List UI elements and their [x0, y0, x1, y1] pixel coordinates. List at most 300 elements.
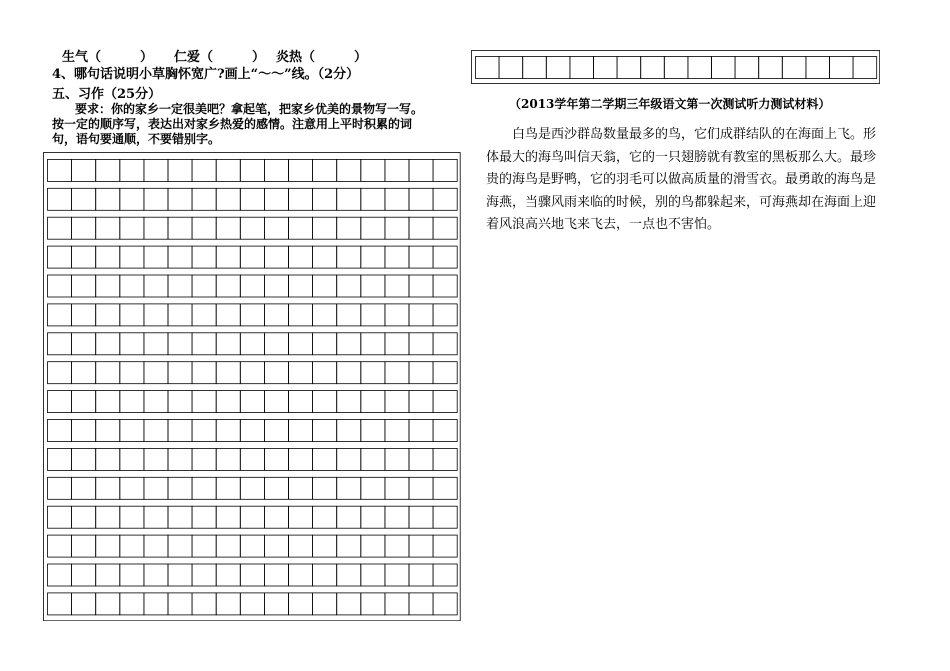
- grid-cell[interactable]: [289, 217, 313, 239]
- grid-cell[interactable]: [433, 217, 457, 239]
- grid-cell[interactable]: [168, 448, 192, 470]
- grid-cell[interactable]: [168, 362, 192, 384]
- grid-cell[interactable]: [313, 159, 337, 181]
- grid-cell[interactable]: [192, 333, 216, 355]
- grid-cell[interactable]: [289, 448, 313, 470]
- grid-cell[interactable]: [337, 477, 361, 499]
- grid-cell[interactable]: [361, 391, 385, 413]
- grid-cell[interactable]: [337, 246, 361, 268]
- grid-cell[interactable]: [192, 362, 216, 384]
- grid-cell[interactable]: [120, 362, 144, 384]
- requirement-line-1: 要求：你的家乡一定很美吧？拿起笔，把家乡优美的景物写一写。: [75, 102, 424, 116]
- grid-cell[interactable]: [641, 57, 665, 79]
- grid-cell[interactable]: [120, 506, 144, 528]
- grid-cell[interactable]: [72, 593, 96, 615]
- grid-cell[interactable]: [289, 188, 313, 210]
- grid-cell[interactable]: [240, 304, 264, 326]
- grid-cell[interactable]: [240, 593, 264, 615]
- grid-cell[interactable]: [337, 593, 361, 615]
- grid-cell[interactable]: [313, 188, 337, 210]
- grid-cell[interactable]: [72, 506, 96, 528]
- grid-cell[interactable]: [361, 333, 385, 355]
- grid-cell[interactable]: [240, 506, 264, 528]
- listening-passage: [486, 124, 886, 237]
- grid-cell[interactable]: [313, 420, 337, 442]
- grid-cell[interactable]: [96, 420, 120, 442]
- grid-cell[interactable]: [96, 391, 120, 413]
- grid-cell[interactable]: [289, 246, 313, 268]
- grid-cell[interactable]: [96, 159, 120, 181]
- grid-cell[interactable]: [192, 246, 216, 268]
- grid-cell[interactable]: [409, 159, 433, 181]
- grid-cell[interactable]: [72, 275, 96, 297]
- essay-writing-grid[interactable]: [43, 152, 461, 621]
- grid-cell[interactable]: [72, 477, 96, 499]
- grid-cell[interactable]: [72, 217, 96, 239]
- grid-cell[interactable]: [240, 159, 264, 181]
- grid-cell[interactable]: [120, 535, 144, 557]
- grid-cell[interactable]: [144, 275, 168, 297]
- grid-cell[interactable]: [192, 535, 216, 557]
- grid-cell[interactable]: [289, 506, 313, 528]
- grid-cell[interactable]: [144, 188, 168, 210]
- grid-cell[interactable]: [144, 304, 168, 326]
- grid-cell[interactable]: [337, 333, 361, 355]
- grid-cell[interactable]: [433, 420, 457, 442]
- grid-cell[interactable]: [48, 420, 72, 442]
- grid-cell[interactable]: [409, 420, 433, 442]
- grid-cell[interactable]: [144, 159, 168, 181]
- grid-cell[interactable]: [48, 159, 72, 181]
- grid-cell[interactable]: [240, 420, 264, 442]
- grid-cell[interactable]: [216, 246, 240, 268]
- grid-cell[interactable]: [216, 535, 240, 557]
- passage-line-2: 体最大的海鸟叫信天翁，它的一只翅膀就有教室的黑板那么大。最珍: [486, 149, 877, 165]
- grid-cell[interactable]: [385, 246, 409, 268]
- grid-cell[interactable]: [385, 448, 409, 470]
- grid-cell[interactable]: [240, 188, 264, 210]
- grid-cell[interactable]: [409, 333, 433, 355]
- grid-cell[interactable]: [48, 535, 72, 557]
- grid-cell[interactable]: [120, 420, 144, 442]
- grid-cell[interactable]: [409, 304, 433, 326]
- grid-cell[interactable]: [192, 304, 216, 326]
- grid-cell[interactable]: [120, 564, 144, 586]
- grid-cell[interactable]: [337, 564, 361, 586]
- grid-cell[interactable]: [96, 506, 120, 528]
- grid-cell[interactable]: [433, 159, 457, 181]
- grid-cell[interactable]: [192, 275, 216, 297]
- grid-cell[interactable]: [216, 564, 240, 586]
- grid-cell[interactable]: [385, 275, 409, 297]
- grid-cell[interactable]: [216, 275, 240, 297]
- grid-cell[interactable]: [168, 420, 192, 442]
- grid-cell[interactable]: [48, 593, 72, 615]
- grid-cell[interactable]: [433, 535, 457, 557]
- grid-cell[interactable]: [48, 477, 72, 499]
- grid-cell[interactable]: [313, 246, 337, 268]
- grid-cell[interactable]: [594, 57, 618, 79]
- grid-cell[interactable]: [240, 217, 264, 239]
- grid-cell[interactable]: [72, 420, 96, 442]
- grid-cell[interactable]: [168, 159, 192, 181]
- grid-cell[interactable]: [216, 506, 240, 528]
- grid-cell[interactable]: [264, 304, 288, 326]
- grid-cell[interactable]: [264, 246, 288, 268]
- grid-cell[interactable]: [216, 593, 240, 615]
- grid-cell[interactable]: [216, 391, 240, 413]
- grid-cell[interactable]: [337, 506, 361, 528]
- grid-cell[interactable]: [385, 420, 409, 442]
- grid-cell[interactable]: [688, 57, 712, 79]
- grid-cell[interactable]: [216, 420, 240, 442]
- grid-cell[interactable]: [168, 391, 192, 413]
- grid-cell[interactable]: [168, 188, 192, 210]
- grid-cell[interactable]: [433, 304, 457, 326]
- top-answer-grid[interactable]: [471, 50, 880, 84]
- grid-cell[interactable]: [264, 391, 288, 413]
- grid-cell[interactable]: [144, 217, 168, 239]
- grid-cell[interactable]: [192, 391, 216, 413]
- grid-cell[interactable]: [409, 535, 433, 557]
- grid-cell[interactable]: [361, 535, 385, 557]
- grid-cell[interactable]: [313, 448, 337, 470]
- grid-cell[interactable]: [289, 304, 313, 326]
- grid-cell[interactable]: [313, 506, 337, 528]
- grid-cell[interactable]: [240, 333, 264, 355]
- grid-cell[interactable]: [168, 246, 192, 268]
- grid-cell[interactable]: [240, 275, 264, 297]
- passage-line-5: 着风浪高兴地飞来飞去，一点也不害怕。: [486, 217, 721, 232]
- grid-cell[interactable]: [409, 188, 433, 210]
- grid-cell[interactable]: [409, 564, 433, 586]
- grid-cell[interactable]: [361, 448, 385, 470]
- grid-cell[interactable]: [289, 391, 313, 413]
- grid-cell[interactable]: [72, 535, 96, 557]
- grid-cell[interactable]: [72, 159, 96, 181]
- grid-cell[interactable]: [144, 564, 168, 586]
- grid-cell[interactable]: [289, 275, 313, 297]
- grid-cell[interactable]: [144, 477, 168, 499]
- grid-cell[interactable]: [216, 333, 240, 355]
- grid-cell[interactable]: [168, 333, 192, 355]
- grid-cell[interactable]: [168, 564, 192, 586]
- grid-cell[interactable]: [168, 217, 192, 239]
- grid-cell[interactable]: [499, 57, 523, 79]
- grid-cell[interactable]: [313, 362, 337, 384]
- grid-cell[interactable]: [289, 535, 313, 557]
- grid-cell[interactable]: [192, 420, 216, 442]
- grid-cell[interactable]: [289, 477, 313, 499]
- grid-cell[interactable]: [289, 333, 313, 355]
- grid-cell[interactable]: [96, 188, 120, 210]
- grid-cell[interactable]: [264, 362, 288, 384]
- grid-cell[interactable]: [409, 217, 433, 239]
- grid-cell[interactable]: [264, 188, 288, 210]
- grid-cell[interactable]: [96, 593, 120, 615]
- grid-cell[interactable]: [264, 448, 288, 470]
- grid-cell[interactable]: [216, 477, 240, 499]
- grid-cell[interactable]: [120, 275, 144, 297]
- grid-cell[interactable]: [313, 391, 337, 413]
- grid-cell[interactable]: [385, 506, 409, 528]
- grid-cell[interactable]: [385, 593, 409, 615]
- grid-cell[interactable]: [409, 391, 433, 413]
- grid-cell[interactable]: [96, 362, 120, 384]
- grid-cell[interactable]: [168, 275, 192, 297]
- grid-cell[interactable]: [337, 420, 361, 442]
- grid-cell[interactable]: [72, 246, 96, 268]
- grid-cell[interactable]: [120, 391, 144, 413]
- grid-cell[interactable]: [361, 506, 385, 528]
- grid-cell[interactable]: [361, 477, 385, 499]
- grid-cell[interactable]: [48, 448, 72, 470]
- grid-cell[interactable]: [409, 448, 433, 470]
- grid-cell[interactable]: [409, 362, 433, 384]
- grid-cell[interactable]: [385, 188, 409, 210]
- grid-cell[interactable]: [433, 246, 457, 268]
- grid-cell[interactable]: [385, 304, 409, 326]
- grid-cell[interactable]: [168, 506, 192, 528]
- passage-line-4: 海燕，当骤风雨来临的时候，别的鸟都躲起来，可海燕却在海面上迎: [486, 194, 877, 210]
- grid-cell[interactable]: [712, 57, 736, 79]
- grid-cell[interactable]: [168, 535, 192, 557]
- grid-cell[interactable]: [264, 506, 288, 528]
- grid-cell[interactable]: [570, 57, 594, 79]
- grid-cell[interactable]: [313, 304, 337, 326]
- grid-cell[interactable]: [192, 477, 216, 499]
- grid-cell[interactable]: [264, 420, 288, 442]
- grid-cell[interactable]: [313, 275, 337, 297]
- grid-cell[interactable]: [264, 564, 288, 586]
- grid-cell[interactable]: [96, 564, 120, 586]
- grid-cell[interactable]: [120, 246, 144, 268]
- grid-cell[interactable]: [96, 275, 120, 297]
- grid-cell[interactable]: [48, 217, 72, 239]
- grid-cell[interactable]: [361, 188, 385, 210]
- grid-cell[interactable]: [120, 304, 144, 326]
- grid-cell[interactable]: [120, 477, 144, 499]
- grid-cell[interactable]: [759, 57, 783, 79]
- passage-line-1: 白鸟是西沙群岛数量最多的鸟，它们成群结队的在海面上飞。形: [512, 127, 877, 142]
- grid-cell[interactable]: [337, 188, 361, 210]
- grid-cell[interactable]: [96, 304, 120, 326]
- grid-cell[interactable]: [337, 391, 361, 413]
- grid-cell[interactable]: [192, 593, 216, 615]
- grid-cell[interactable]: [216, 304, 240, 326]
- grid-cell[interactable]: [853, 57, 877, 79]
- grid-cell[interactable]: [216, 159, 240, 181]
- grid-cell[interactable]: [96, 477, 120, 499]
- grid-cell[interactable]: [313, 564, 337, 586]
- grid-cell[interactable]: [337, 217, 361, 239]
- grid-cell[interactable]: [168, 477, 192, 499]
- grid-cell[interactable]: [240, 535, 264, 557]
- grid-cell[interactable]: [433, 477, 457, 499]
- grid-cell[interactable]: [433, 275, 457, 297]
- grid-cell[interactable]: [361, 246, 385, 268]
- grid-cell[interactable]: [313, 333, 337, 355]
- grid-cell[interactable]: [96, 217, 120, 239]
- grid-cell[interactable]: [96, 535, 120, 557]
- grid-cell[interactable]: [782, 57, 806, 79]
- grid-cell[interactable]: [240, 564, 264, 586]
- grid-cell[interactable]: [385, 564, 409, 586]
- grid-cell[interactable]: [72, 304, 96, 326]
- grid-cell[interactable]: [385, 391, 409, 413]
- grid-cell[interactable]: [240, 391, 264, 413]
- grid-cell[interactable]: [72, 391, 96, 413]
- grid-cell[interactable]: [735, 57, 759, 79]
- grid-cell[interactable]: [192, 448, 216, 470]
- grid-cell[interactable]: [361, 275, 385, 297]
- grid-cell[interactable]: [385, 217, 409, 239]
- grid-cell[interactable]: [433, 593, 457, 615]
- grid-cell[interactable]: [409, 275, 433, 297]
- grid-cell[interactable]: [337, 275, 361, 297]
- grid-cell[interactable]: [72, 188, 96, 210]
- grid-cell[interactable]: [192, 506, 216, 528]
- grid-cell[interactable]: [72, 333, 96, 355]
- grid-cell[interactable]: [216, 448, 240, 470]
- vocab-item-shengqi: 生气（ ）: [62, 50, 154, 65]
- grid-cell[interactable]: [361, 217, 385, 239]
- grid-cell[interactable]: [546, 57, 570, 79]
- passage-line-3: 贵的海鸟是野鸭，它的羽毛可以做高质量的滑雪衣。最勇敢的海鸟是: [486, 172, 877, 187]
- grid-cell[interactable]: [289, 420, 313, 442]
- grid-cell[interactable]: [361, 593, 385, 615]
- grid-cell[interactable]: [664, 57, 688, 79]
- grid-cell[interactable]: [192, 159, 216, 181]
- grid-cell[interactable]: [240, 246, 264, 268]
- grid-cell[interactable]: [240, 477, 264, 499]
- grid-cell[interactable]: [433, 506, 457, 528]
- grid-cell[interactable]: [313, 593, 337, 615]
- grid-cell[interactable]: [48, 246, 72, 268]
- grid-cell[interactable]: [96, 246, 120, 268]
- grid-cell[interactable]: [264, 535, 288, 557]
- grid-cell[interactable]: [144, 246, 168, 268]
- grid-cell[interactable]: [48, 188, 72, 210]
- grid-cell[interactable]: [289, 159, 313, 181]
- grid-cell[interactable]: [385, 362, 409, 384]
- grid-cell[interactable]: [433, 362, 457, 384]
- grid-cell[interactable]: [289, 593, 313, 615]
- grid-cell[interactable]: [313, 217, 337, 239]
- grid-cell[interactable]: [313, 535, 337, 557]
- grid-cell[interactable]: [264, 333, 288, 355]
- grid-cell[interactable]: [48, 564, 72, 586]
- grid-cell[interactable]: [433, 333, 457, 355]
- grid-cell[interactable]: [144, 420, 168, 442]
- grid-cell[interactable]: [361, 362, 385, 384]
- grid-cell[interactable]: [361, 304, 385, 326]
- grid-cell[interactable]: [264, 593, 288, 615]
- grid-cell[interactable]: [48, 391, 72, 413]
- grid-cell[interactable]: [240, 448, 264, 470]
- grid-cell[interactable]: [385, 333, 409, 355]
- grid-cell[interactable]: [144, 506, 168, 528]
- grid-cell[interactable]: [120, 188, 144, 210]
- grid-cell[interactable]: [192, 188, 216, 210]
- grid-cell[interactable]: [72, 448, 96, 470]
- grid-cell[interactable]: [144, 362, 168, 384]
- grid-cell[interactable]: [240, 362, 264, 384]
- grid-cell[interactable]: [409, 506, 433, 528]
- grid-cell[interactable]: [385, 477, 409, 499]
- grid-cell[interactable]: [806, 57, 830, 79]
- grid-cell[interactable]: [216, 362, 240, 384]
- grid-cell[interactable]: [264, 477, 288, 499]
- grid-cell[interactable]: [168, 304, 192, 326]
- grid-cell[interactable]: [433, 188, 457, 210]
- grid-cell[interactable]: [48, 304, 72, 326]
- grid-cell[interactable]: [144, 333, 168, 355]
- grid-cell[interactable]: [313, 477, 337, 499]
- grid-cell[interactable]: [120, 593, 144, 615]
- grid-cell[interactable]: [72, 362, 96, 384]
- grid-cell[interactable]: [523, 57, 547, 79]
- grid-cell[interactable]: [216, 188, 240, 210]
- grid-cell[interactable]: [409, 246, 433, 268]
- grid-cell[interactable]: [264, 275, 288, 297]
- grid-cell[interactable]: [385, 535, 409, 557]
- grid-cell[interactable]: [337, 362, 361, 384]
- grid-cell[interactable]: [289, 362, 313, 384]
- grid-cell[interactable]: [264, 159, 288, 181]
- grid-cell[interactable]: [96, 333, 120, 355]
- grid-cell[interactable]: [385, 159, 409, 181]
- grid-cell[interactable]: [361, 564, 385, 586]
- grid-cell[interactable]: [617, 57, 641, 79]
- grid-cell[interactable]: [433, 391, 457, 413]
- grid-cell[interactable]: [433, 564, 457, 586]
- grid-cell[interactable]: [192, 217, 216, 239]
- grid-cell[interactable]: [476, 57, 500, 79]
- grid-cell[interactable]: [337, 304, 361, 326]
- grid-cell[interactable]: [337, 535, 361, 557]
- grid-cell[interactable]: [48, 333, 72, 355]
- grid-cell[interactable]: [264, 217, 288, 239]
- grid-cell[interactable]: [361, 159, 385, 181]
- grid-cell[interactable]: [120, 159, 144, 181]
- grid-cell[interactable]: [337, 448, 361, 470]
- grid-cell[interactable]: [120, 448, 144, 470]
- grid-cell[interactable]: [216, 217, 240, 239]
- grid-cell[interactable]: [361, 420, 385, 442]
- grid-cell[interactable]: [144, 391, 168, 413]
- grid-cell[interactable]: [192, 564, 216, 586]
- grid-cell[interactable]: [168, 593, 192, 615]
- grid-cell[interactable]: [337, 159, 361, 181]
- grid-cell[interactable]: [830, 57, 854, 79]
- vocab-item-yanre: 炎热（ ）: [276, 50, 368, 65]
- grid-cell[interactable]: [144, 448, 168, 470]
- grid-cell[interactable]: [144, 593, 168, 615]
- grid-cell[interactable]: [48, 275, 72, 297]
- grid-cell[interactable]: [289, 564, 313, 586]
- grid-cell[interactable]: [409, 593, 433, 615]
- grid-cell[interactable]: [144, 535, 168, 557]
- grid-cell[interactable]: [120, 217, 144, 239]
- grid-cell[interactable]: [48, 506, 72, 528]
- grid-cell[interactable]: [409, 477, 433, 499]
- grid-cell[interactable]: [96, 448, 120, 470]
- grid-cell[interactable]: [72, 564, 96, 586]
- grid-cell[interactable]: [120, 333, 144, 355]
- grid-cell[interactable]: [48, 362, 72, 384]
- grid-cell[interactable]: [433, 448, 457, 470]
